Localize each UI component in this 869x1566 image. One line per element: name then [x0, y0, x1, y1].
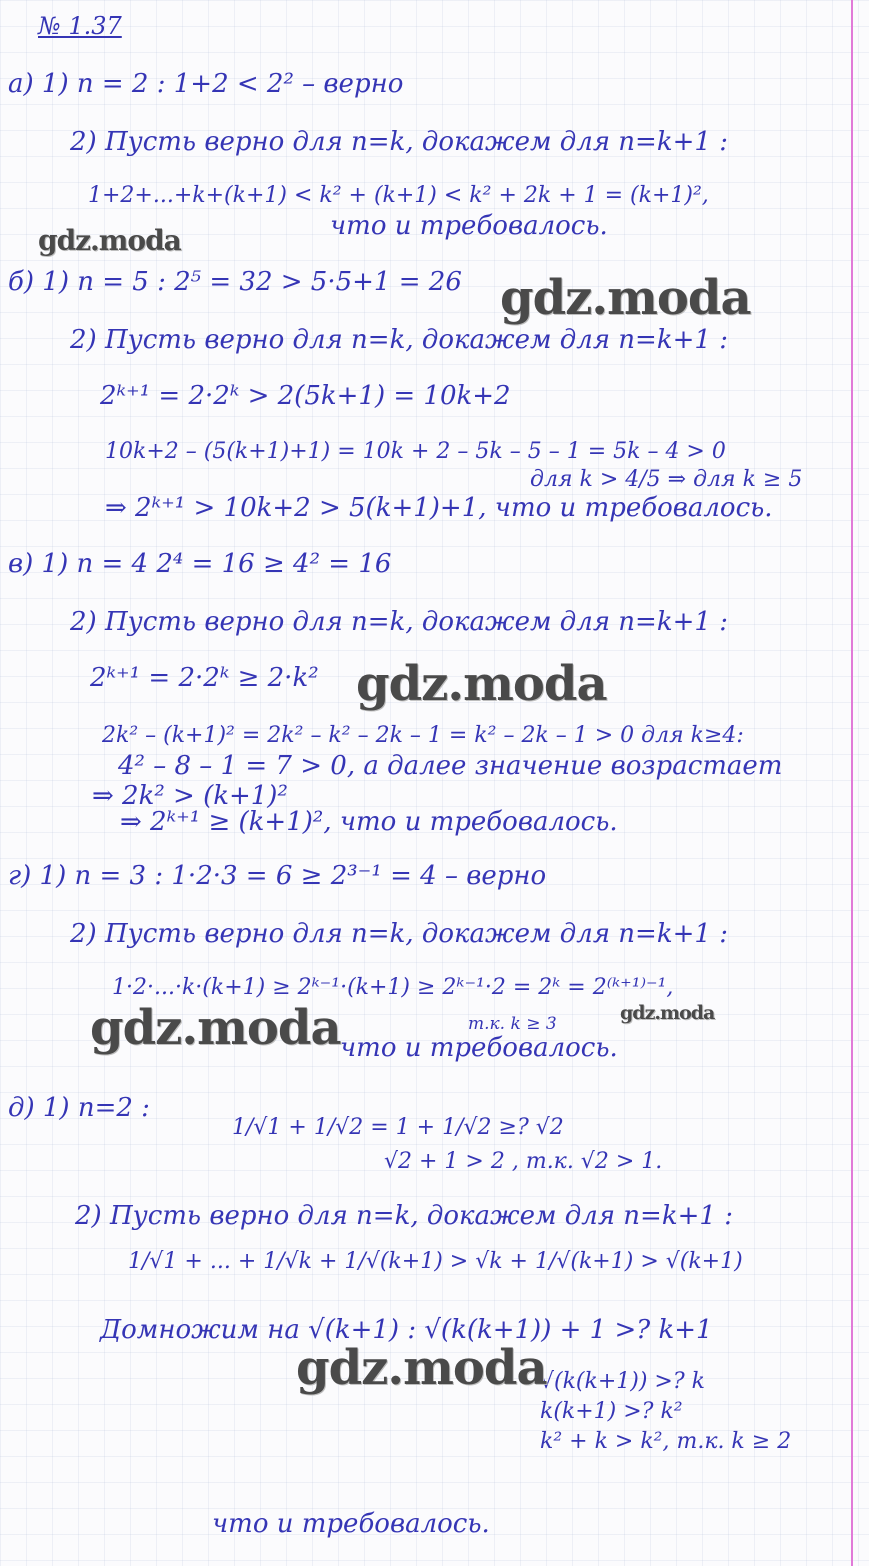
watermark: gdz.moda: [38, 224, 181, 257]
line-a-step2: 2) Пусть верно для n=k, докажем для n=k+1 :: [70, 127, 728, 157]
line-b-condition: для k > 4/5 ⇒ для k ≥ 5: [530, 467, 803, 492]
line-b-difference: 10k+2 – (5(k+1)+1) = 10k + 2 – 5k – 5 – 1 = 5k – 4 > 0: [105, 439, 726, 464]
line-b-conclusion: ⇒ 2ᵏ⁺¹ > 10k+2 > 5(k+1)+1, что и требовалось.: [105, 493, 773, 523]
line-b-step2: 2) Пусть верно для n=k, докажем для n=k+1 :: [70, 325, 728, 355]
line-d-multiply: Домножим на √(k+1) : √(k(k+1)) + 1 >? k+1: [100, 1315, 713, 1345]
line-d-sqrt-compare: √(k(k+1)) >? k: [540, 1369, 705, 1394]
line-v-check: 4² – 8 – 1 = 7 > 0, а далее значение возрастает: [118, 751, 783, 781]
line-g-inequality: 1·2·...·k·(k+1) ≥ 2ᵏ⁻¹·(k+1) ≥ 2ᵏ⁻¹·2 = 2ᵏ = 2⁽ᵏ⁺¹⁾⁻¹,: [112, 975, 674, 1000]
line-d-sum: 1/√1 + ... + 1/√k + 1/√(k+1) > √k + 1/√(k+1) > √(k+1): [128, 1249, 743, 1274]
line-d-base-sum: 1/√1 + 1/√2 = 1 + 1/√2 ≥? √2: [232, 1115, 564, 1140]
watermark: gdz.moda: [296, 1340, 547, 1396]
watermark: gdz.moda: [90, 1000, 341, 1056]
line-b-power: 2ᵏ⁺¹ = 2·2ᵏ > 2(5k+1) = 10k+2: [100, 381, 511, 411]
line-g-condition: т.к. k ≥ 3: [468, 1014, 557, 1034]
line-d-base-check: √2 + 1 > 2 , т.к. √2 > 1.: [384, 1149, 663, 1174]
line-g-conclusion: что и требовалось.: [340, 1033, 618, 1063]
line-v-conclusion: ⇒ 2ᵏ⁺¹ ≥ (k+1)², что и требовалось.: [120, 807, 618, 837]
line-v-difference: 2k² – (k+1)² = 2k² – k² – 2k – 1 = k² – 2k – 1 > 0 для k≥4:: [102, 723, 744, 748]
problem-title: № 1.37: [38, 12, 122, 40]
line-v-step1: в) 1) n = 4 2⁴ = 16 ≥ 4² = 16: [8, 549, 392, 579]
line-v-power: 2ᵏ⁺¹ = 2·2ᵏ ≥ 2·k²: [90, 663, 319, 693]
line-d-final-compare: k² + k > k², т.к. k ≥ 2: [540, 1429, 792, 1454]
line-d-square-compare: k(k+1) >? k²: [540, 1399, 683, 1424]
line-d-conclusion: что и требовалось.: [212, 1509, 490, 1539]
line-a-step1: а) 1) n = 2 : 1+2 < 2² – верно: [8, 69, 404, 99]
line-d-step1: д) 1) n=2 :: [8, 1093, 150, 1123]
line-a-inequality: 1+2+...+k+(k+1) < k² + (k+1) < k² + 2k + 1 = (k+1)²,: [88, 183, 709, 208]
watermark: gdz.moda: [620, 1002, 715, 1024]
watermark: gdz.moda: [356, 656, 607, 712]
line-a-conclusion: что и требовалось.: [330, 211, 608, 241]
line-b-step1: б) 1) n = 5 : 2⁵ = 32 > 5·5+1 = 26: [8, 267, 462, 297]
line-g-step2: 2) Пусть верно для n=k, докажем для n=k+1 :: [70, 919, 728, 949]
margin-line: [851, 0, 853, 1566]
watermark: gdz.moda: [500, 270, 751, 326]
line-v-implication: ⇒ 2k² > (k+1)²: [92, 781, 288, 811]
line-g-step1: г) 1) n = 3 : 1·2·3 = 6 ≥ 2³⁻¹ = 4 – верно: [8, 861, 547, 891]
line-d-step2: 2) Пусть верно для n=k, докажем для n=k+1 :: [75, 1201, 733, 1231]
line-v-step2: 2) Пусть верно для n=k, докажем для n=k+1 :: [70, 607, 728, 637]
